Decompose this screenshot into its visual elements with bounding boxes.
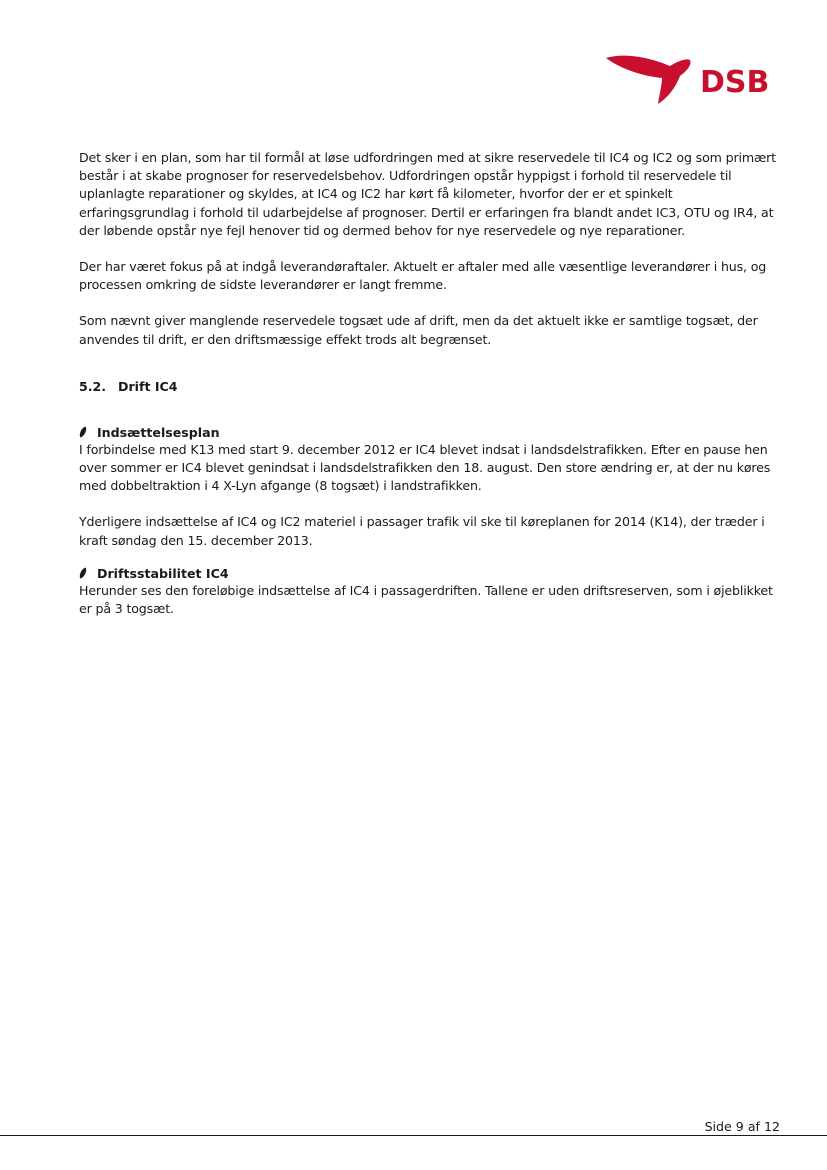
intro-paragraph-3: Som nævnt giver manglende reservedele togsæt ude af drift, men da det aktuelt ikke er samtlige togsæt, der anvendes til drift, er den driftsmæssige effekt trods alt begrænset. <box>79 313 758 347</box>
indsaettelsesplan-paragraph-2: Yderligere indsættelse af IC4 og IC2 materiel i passager trafik vil ske til køreplanen for 2014 (K14), der træder i kraft søndag den 15. december 2013. <box>79 514 765 548</box>
page-number: Side 9 af 12 <box>704 1119 780 1134</box>
subsection-title: Indsættelsesplan <box>97 424 220 440</box>
page-content <box>79 149 784 618</box>
section-title: Drift IC4 <box>118 378 178 394</box>
intro-paragraph-2: Der har været fokus på at indgå leverandøraftaler. Aktuelt er aftaler med alle væsentlige leverandører i hus, og processen omkring de sidste leverandører er langt fremme. <box>79 259 767 293</box>
footer-divider <box>0 1135 827 1136</box>
section-heading <box>79 378 784 396</box>
subsection-title: Driftsstabilitet IC4 <box>97 565 229 581</box>
dsb-logo <box>604 50 784 106</box>
subsection-heading-driftsstabilitet <box>79 565 784 582</box>
intro-paragraph-1: Det sker i en plan, som har til formål at løse udfordringen med at sikre reservedele til IC4 og IC2 og som primært består i at skabe prognoser for reservedelsbehov. Udfordringen opstår hyppigst i forhold til reservedele til uplanlagte reparationer og skyldes, at IC4 og IC2 har kørt få kilometer, hvorfor der er et spinkelt erfaringsgrundlag i forhold til udarbejdelse af prognoser. Dertil er erfaringen fra blandt andet IC3, OTU og IR4, at der løbende opstår nye fejl henover tid og dermed behov for nye reservedele og nye reparationer. <box>79 150 776 238</box>
leaf-bullet-icon <box>79 426 87 438</box>
subsection-heading-indsaettelsesplan <box>79 424 784 441</box>
page-footer <box>0 1119 827 1139</box>
dsb-logo-text: DSB <box>700 65 770 100</box>
leaf-bullet-icon <box>79 567 87 579</box>
section-number: 5.2. <box>79 378 107 394</box>
driftsstabilitet-paragraph-1: Herunder ses den foreløbige indsættelse af IC4 i passagerdriften. Tallene er uden driftsreserven, som i øjeblikket er på 3 togsæt. <box>79 582 773 617</box>
indsaettelsesplan-paragraph-1: I forbindelse med K13 med start 9. december 2012 er IC4 blevet indsat i landsdelstrafikken. Efter en pause hen over sommer er IC4 blevet genindsat i landsdelstrafikken den 18. august. Den store ændring er, at der nu køres med dobbeltraktion i 4 X-Lyn afgange (8 togsæt) i landstrafikken. <box>79 441 771 494</box>
